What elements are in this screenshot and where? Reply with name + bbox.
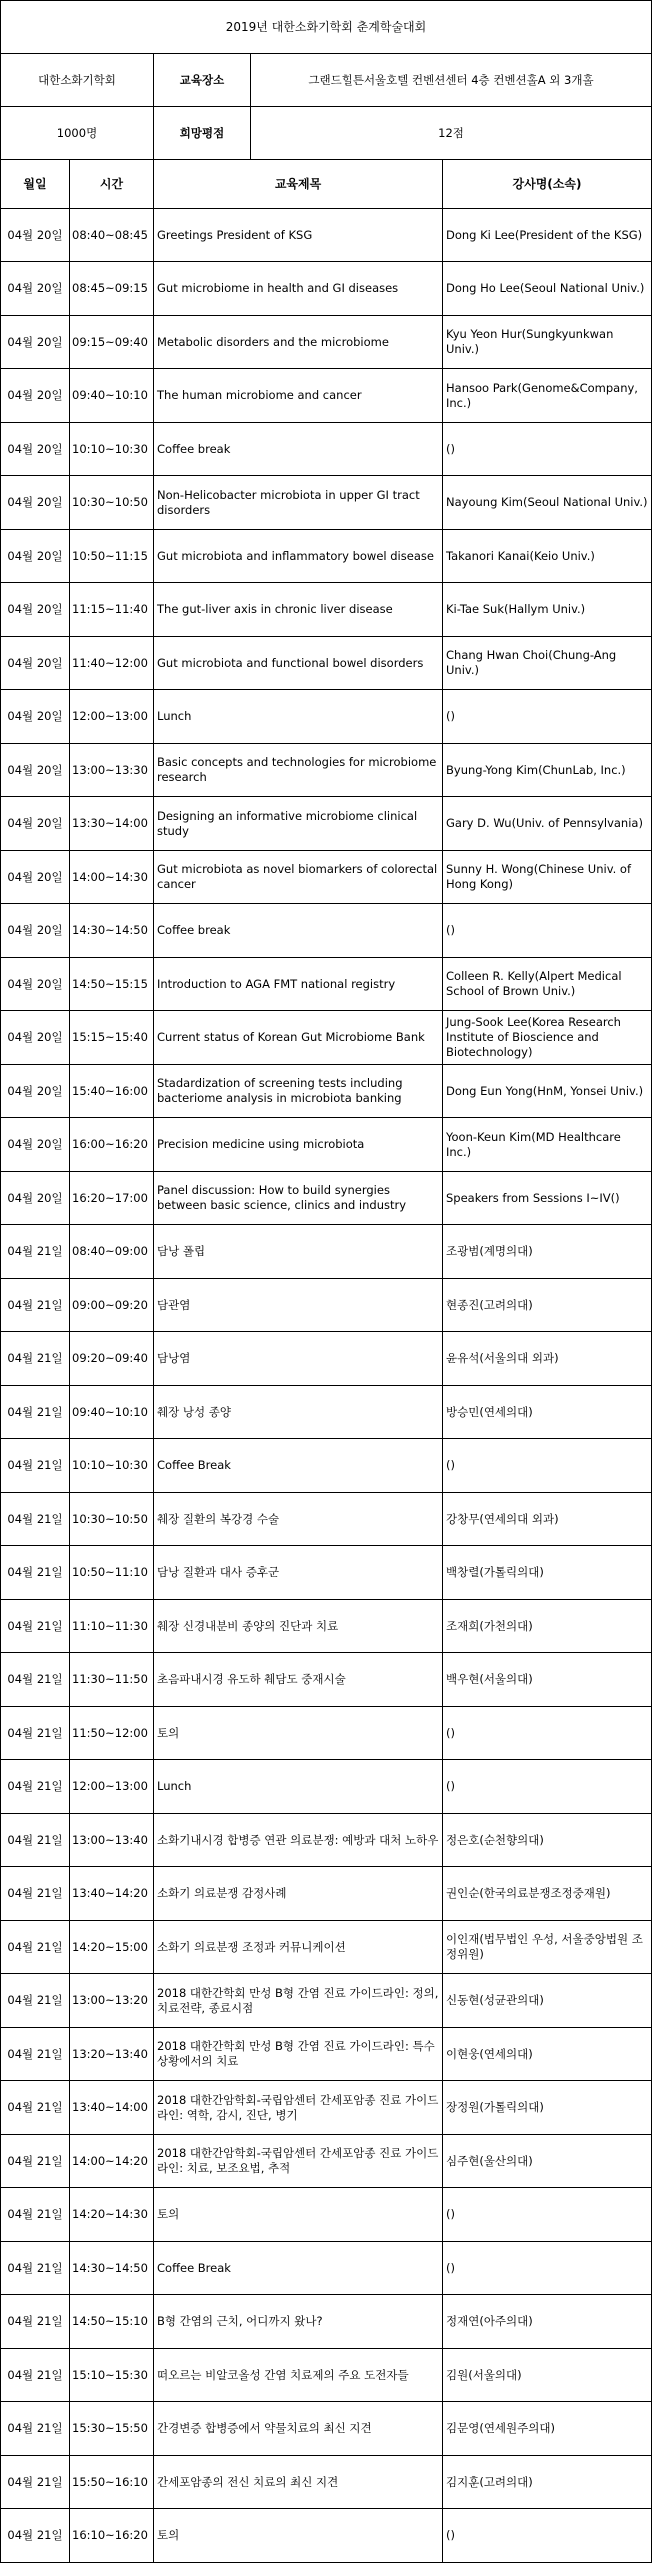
session-title: Coffee break bbox=[154, 423, 443, 475]
session-date: 04월 21일 bbox=[1, 1386, 70, 1438]
session-date: 04월 21일 bbox=[1, 1600, 70, 1652]
session-date: 04월 21일 bbox=[1, 1225, 70, 1278]
session-title: 토의 bbox=[154, 1707, 443, 1759]
session-speaker: Chang Hwan Choi(Chung-Ang Univ.) bbox=[443, 637, 652, 689]
session-date: 04월 21일 bbox=[1, 1653, 70, 1706]
session-title: 토의 bbox=[154, 2509, 443, 2562]
session-time: 15:30~15:50 bbox=[70, 2402, 154, 2455]
table-row bbox=[1, 1707, 652, 1760]
header-speaker: 강사명(소속) bbox=[443, 160, 652, 208]
table-row bbox=[1, 1172, 652, 1225]
venue-row bbox=[1, 54, 652, 107]
session-time: 13:40~14:00 bbox=[70, 2081, 154, 2134]
session-title: Coffee Break bbox=[154, 2242, 443, 2294]
session-title: Gut microbiota and inflammatory bowel disease bbox=[154, 530, 443, 582]
session-title: Lunch bbox=[154, 1760, 443, 1813]
table-row bbox=[1, 1600, 652, 1653]
table-row bbox=[1, 209, 652, 262]
session-title: 2018 대한간학회 만성 B형 간염 진료 가이드라인: 특수 상황에서의 치료 bbox=[154, 2028, 443, 2080]
session-time: 16:20~17:00 bbox=[70, 1172, 154, 1224]
session-speaker: 방승민(연세의대) bbox=[443, 1386, 652, 1438]
session-speaker: Colleen R. Kelly(Alpert Medical School of Brown Univ.) bbox=[443, 958, 652, 1010]
session-time: 11:15~11:40 bbox=[70, 583, 154, 636]
society-name: 대한소화기학회 bbox=[1, 54, 154, 106]
session-time: 10:50~11:15 bbox=[70, 530, 154, 582]
session-date: 04월 21일 bbox=[1, 2028, 70, 2080]
session-time: 13:20~13:40 bbox=[70, 2028, 154, 2080]
session-speaker: 백창렬(가톨릭의대) bbox=[443, 1546, 652, 1599]
table-row bbox=[1, 2081, 652, 2135]
session-date: 04월 21일 bbox=[1, 1760, 70, 1813]
session-time: 16:00~16:20 bbox=[70, 1118, 154, 1171]
table-row bbox=[1, 1386, 652, 1439]
table-header bbox=[1, 160, 652, 209]
session-time: 09:40~10:10 bbox=[70, 369, 154, 422]
session-speaker: 권인순(한국의료분쟁조정중재원) bbox=[443, 1867, 652, 1920]
session-speaker: Kyu Yeon Hur(Sungkyunkwan Univ.) bbox=[443, 316, 652, 368]
session-title: Gut microbiome in health and GI diseases bbox=[154, 262, 443, 315]
session-date: 04월 21일 bbox=[1, 2242, 70, 2294]
session-title: Introduction to AGA FMT national registry bbox=[154, 958, 443, 1010]
session-title: The gut-liver axis in chronic liver disease bbox=[154, 583, 443, 636]
session-title: 떠오르는 비알코올성 간염 치료제의 주요 도전자들 bbox=[154, 2349, 443, 2401]
title-row bbox=[1, 1, 652, 54]
venue-label: 교육장소 bbox=[154, 54, 251, 106]
table-row bbox=[1, 1546, 652, 1600]
attendee-count: 1000명 bbox=[1, 107, 154, 159]
session-title: Gut microbiota and functional bowel disorders bbox=[154, 637, 443, 689]
session-title: 초음파내시경 유도하 췌담도 중재시술 bbox=[154, 1653, 443, 1706]
session-time: 10:10~10:30 bbox=[70, 1439, 154, 1492]
session-speaker: Takanori Kanai(Keio Univ.) bbox=[443, 530, 652, 582]
table-row bbox=[1, 2509, 652, 2563]
session-time: 10:30~10:50 bbox=[70, 476, 154, 529]
session-time: 11:30~11:50 bbox=[70, 1653, 154, 1706]
session-time: 08:45~09:15 bbox=[70, 262, 154, 315]
session-speaker: Nayoung Kim(Seoul National Univ.) bbox=[443, 476, 652, 529]
session-date: 04월 21일 bbox=[1, 1707, 70, 1759]
session-date: 04월 21일 bbox=[1, 2402, 70, 2455]
session-speaker: () bbox=[443, 2242, 652, 2294]
table-row bbox=[1, 1653, 652, 1707]
session-time: 14:20~15:00 bbox=[70, 1921, 154, 1973]
table-row bbox=[1, 1814, 652, 1867]
session-time: 15:10~15:30 bbox=[70, 2349, 154, 2401]
session-time: 14:30~14:50 bbox=[70, 2242, 154, 2294]
session-time: 10:50~11:10 bbox=[70, 1546, 154, 1599]
session-title: 2018 대한간암학회-국립암센터 간세포암종 진료 가이드라인: 치료, 보조요법, 추적 bbox=[154, 2135, 443, 2187]
session-date: 04월 20일 bbox=[1, 1118, 70, 1171]
session-time: 12:00~13:00 bbox=[70, 690, 154, 743]
table-row bbox=[1, 1493, 652, 1546]
session-title: Current status of Korean Gut Microbiome Bank bbox=[154, 1011, 443, 1064]
session-time: 12:00~13:00 bbox=[70, 1760, 154, 1813]
session-time: 09:20~09:40 bbox=[70, 1332, 154, 1385]
session-title: 췌장 신경내분비 종양의 진단과 치료 bbox=[154, 1600, 443, 1652]
session-date: 04월 20일 bbox=[1, 851, 70, 903]
table-row bbox=[1, 316, 652, 369]
session-time: 15:40~16:00 bbox=[70, 1065, 154, 1117]
table-row bbox=[1, 1011, 652, 1065]
session-speaker: 김원(서울의대) bbox=[443, 2349, 652, 2401]
session-date: 04월 21일 bbox=[1, 2456, 70, 2508]
rating-value: 12점 bbox=[251, 107, 652, 159]
session-time: 13:00~13:40 bbox=[70, 1814, 154, 1866]
session-speaker: 이인재(법무법인 우성, 서울중앙법원 조정위원) bbox=[443, 1921, 652, 1973]
session-title: The human microbiome and cancer bbox=[154, 369, 443, 422]
header-time: 시간 bbox=[70, 160, 154, 208]
session-date: 04월 21일 bbox=[1, 1279, 70, 1331]
session-title: 토의 bbox=[154, 2188, 443, 2241]
session-title: 소화기 의료분쟁 감정사례 bbox=[154, 1867, 443, 1920]
session-table-body bbox=[1, 209, 652, 2563]
session-speaker: 윤유석(서울의대 외과) bbox=[443, 1332, 652, 1385]
session-title: Non-Helicobacter microbiota in upper GI tract disorders bbox=[154, 476, 443, 529]
session-title: 간경변증 합병증에서 약물치료의 최신 지견 bbox=[154, 2402, 443, 2455]
session-speaker: () bbox=[443, 2188, 652, 2241]
session-speaker: 조재희(가천의대) bbox=[443, 1600, 652, 1652]
session-title: 담낭염 bbox=[154, 1332, 443, 1385]
session-title: Coffee Break bbox=[154, 1439, 443, 1492]
session-speaker: () bbox=[443, 2509, 652, 2562]
session-title: 담낭 폴립 bbox=[154, 1225, 443, 1278]
session-speaker: Dong Eun Yong(HnM, Yonsei Univ.) bbox=[443, 1065, 652, 1117]
session-date: 04월 20일 bbox=[1, 530, 70, 582]
session-date: 04월 21일 bbox=[1, 1439, 70, 1492]
session-date: 04월 21일 bbox=[1, 1332, 70, 1385]
session-time: 16:10~16:20 bbox=[70, 2509, 154, 2562]
page-title: 2019년 대한소화기학회 춘계학술대회 bbox=[1, 1, 652, 53]
table-row bbox=[1, 958, 652, 1011]
session-date: 04월 21일 bbox=[1, 1493, 70, 1545]
session-speaker: () bbox=[443, 1760, 652, 1813]
session-date: 04월 20일 bbox=[1, 637, 70, 689]
header-date: 월일 bbox=[1, 160, 70, 208]
session-speaker: 강창무(연세의대 외과) bbox=[443, 1493, 652, 1545]
session-date: 04월 20일 bbox=[1, 690, 70, 743]
table-row bbox=[1, 1867, 652, 1921]
session-time: 09:00~09:20 bbox=[70, 1279, 154, 1331]
session-time: 14:00~14:30 bbox=[70, 851, 154, 903]
session-date: 04월 21일 bbox=[1, 1867, 70, 1920]
session-speaker: Yoon-Keun Kim(MD Healthcare Inc.) bbox=[443, 1118, 652, 1171]
session-speaker: 정은호(순천향의대) bbox=[443, 1814, 652, 1866]
session-speaker: Dong Ki Lee(President of the KSG) bbox=[443, 209, 652, 261]
session-time: 11:40~12:00 bbox=[70, 637, 154, 689]
session-speaker: Gary D. Wu(Univ. of Pennsylvania) bbox=[443, 797, 652, 850]
session-time: 14:20~14:30 bbox=[70, 2188, 154, 2241]
session-time: 08:40~08:45 bbox=[70, 209, 154, 261]
venue-value: 그랜드힐튼서울호텔 컨벤션센터 4층 컨벤션홀A 외 3개홀 bbox=[251, 54, 652, 106]
session-date: 04월 20일 bbox=[1, 476, 70, 529]
table-row bbox=[1, 2242, 652, 2295]
session-time: 13:00~13:20 bbox=[70, 1974, 154, 2027]
session-title: 2018 대한간암학회-국립암센터 간세포암종 진료 가이드라인: 역학, 감시, 진단, 병기 bbox=[154, 2081, 443, 2134]
session-time: 13:00~13:30 bbox=[70, 744, 154, 796]
session-speaker: Byung-Yong Kim(ChunLab, Inc.) bbox=[443, 744, 652, 796]
session-time: 15:50~16:10 bbox=[70, 2456, 154, 2508]
session-speaker: Jung-Sook Lee(Korea Research Institute of Bioscience and Biotechnology) bbox=[443, 1011, 652, 1064]
table-row bbox=[1, 2188, 652, 2242]
table-row bbox=[1, 1332, 652, 1386]
session-title: 담관염 bbox=[154, 1279, 443, 1331]
session-date: 04월 20일 bbox=[1, 744, 70, 796]
session-speaker: 김지훈(고려의대) bbox=[443, 2456, 652, 2508]
session-title: Stadardization of screening tests including bacteriome analysis in microbiota banking bbox=[154, 1065, 443, 1117]
session-speaker: 백우현(서울의대) bbox=[443, 1653, 652, 1706]
session-date: 04월 21일 bbox=[1, 2349, 70, 2401]
session-title: Coffee break bbox=[154, 904, 443, 957]
table-row bbox=[1, 369, 652, 423]
session-date: 04월 20일 bbox=[1, 583, 70, 636]
session-date: 04월 21일 bbox=[1, 2188, 70, 2241]
table-row bbox=[1, 2295, 652, 2349]
session-speaker: Ki-Tae Suk(Hallym Univ.) bbox=[443, 583, 652, 636]
table-row bbox=[1, 1279, 652, 1332]
session-title: Lunch bbox=[154, 690, 443, 743]
session-speaker: Dong Ho Lee(Seoul National Univ.) bbox=[443, 262, 652, 315]
session-speaker: Hansoo Park(Genome&Company, Inc.) bbox=[443, 369, 652, 422]
table-row bbox=[1, 2028, 652, 2081]
session-title: 2018 대한간학회 만성 B형 간염 진료 가이드라인: 정의, 치료전략, 종료시점 bbox=[154, 1974, 443, 2027]
table-row bbox=[1, 583, 652, 637]
session-date: 04월 21일 bbox=[1, 2081, 70, 2134]
session-speaker: 신동현(성균관의대) bbox=[443, 1974, 652, 2027]
session-date: 04월 20일 bbox=[1, 904, 70, 957]
session-date: 04월 20일 bbox=[1, 316, 70, 368]
table-row bbox=[1, 2402, 652, 2456]
session-title: 간세포암종의 전신 치료의 최신 지견 bbox=[154, 2456, 443, 2508]
session-time: 09:15~09:40 bbox=[70, 316, 154, 368]
table-row bbox=[1, 262, 652, 316]
table-row bbox=[1, 1974, 652, 2028]
table-row bbox=[1, 1118, 652, 1172]
session-date: 04월 21일 bbox=[1, 1921, 70, 1973]
session-title: B형 간염의 근치, 어디까지 왔나? bbox=[154, 2295, 443, 2348]
session-date: 04월 21일 bbox=[1, 1546, 70, 1599]
table-row bbox=[1, 423, 652, 476]
table-row bbox=[1, 1065, 652, 1118]
session-date: 04월 20일 bbox=[1, 369, 70, 422]
session-date: 04월 21일 bbox=[1, 1974, 70, 2027]
session-time: 10:10~10:30 bbox=[70, 423, 154, 475]
session-date: 04월 21일 bbox=[1, 1814, 70, 1866]
session-speaker: 정재연(아주의대) bbox=[443, 2295, 652, 2348]
session-time: 15:15~15:40 bbox=[70, 1011, 154, 1064]
session-title: 담낭 질환과 대사 증후군 bbox=[154, 1546, 443, 1599]
session-title: Greetings President of KSG bbox=[154, 209, 443, 261]
session-speaker: () bbox=[443, 1707, 652, 1759]
stats-row bbox=[1, 107, 652, 160]
session-title: 췌장 질환의 복강경 수술 bbox=[154, 1493, 443, 1545]
session-time: 09:40~10:10 bbox=[70, 1386, 154, 1438]
session-speaker: 심주현(울산의대) bbox=[443, 2135, 652, 2187]
table-row bbox=[1, 530, 652, 583]
session-date: 04월 20일 bbox=[1, 262, 70, 315]
session-time: 14:00~14:20 bbox=[70, 2135, 154, 2187]
session-title: 소화기내시경 합병증 연관 의료분쟁: 예방과 대처 노하우 bbox=[154, 1814, 443, 1866]
session-date: 04월 20일 bbox=[1, 1011, 70, 1064]
rating-label: 희망평점 bbox=[154, 107, 251, 159]
session-date: 04월 20일 bbox=[1, 1172, 70, 1224]
session-speaker: () bbox=[443, 904, 652, 957]
session-speaker: Sunny H. Wong(Chinese Univ. of Hong Kong) bbox=[443, 851, 652, 903]
session-speaker: () bbox=[443, 1439, 652, 1492]
session-title: Panel discussion: How to build synergies between basic science, clinics and industry bbox=[154, 1172, 443, 1224]
session-speaker: 장정원(가톨릭의대) bbox=[443, 2081, 652, 2134]
session-title: 소화기 의료분쟁 조정과 커뮤니케이션 bbox=[154, 1921, 443, 1973]
table-row bbox=[1, 851, 652, 904]
session-speaker: 조광범(계명의대) bbox=[443, 1225, 652, 1278]
table-row bbox=[1, 1760, 652, 1814]
session-title: Basic concepts and technologies for microbiome research bbox=[154, 744, 443, 796]
session-time: 13:30~14:00 bbox=[70, 797, 154, 850]
table-row bbox=[1, 797, 652, 851]
table-row bbox=[1, 2456, 652, 2509]
table-row bbox=[1, 2135, 652, 2188]
table-row bbox=[1, 690, 652, 744]
session-date: 04월 20일 bbox=[1, 797, 70, 850]
session-time: 10:30~10:50 bbox=[70, 1493, 154, 1545]
session-time: 08:40~09:00 bbox=[70, 1225, 154, 1278]
session-date: 04월 21일 bbox=[1, 2509, 70, 2562]
session-date: 04월 21일 bbox=[1, 2295, 70, 2348]
session-time: 14:50~15:15 bbox=[70, 958, 154, 1010]
table-row bbox=[1, 637, 652, 690]
session-title: 췌장 낭성 종양 bbox=[154, 1386, 443, 1438]
table-row bbox=[1, 744, 652, 797]
table-row bbox=[1, 1439, 652, 1493]
session-speaker: 김문영(연세원주의대) bbox=[443, 2402, 652, 2455]
session-date: 04월 20일 bbox=[1, 1065, 70, 1117]
session-time: 13:40~14:20 bbox=[70, 1867, 154, 1920]
session-speaker: 현종진(고려의대) bbox=[443, 1279, 652, 1331]
session-time: 11:10~11:30 bbox=[70, 1600, 154, 1652]
session-time: 14:50~15:10 bbox=[70, 2295, 154, 2348]
session-speaker: Speakers from Sessions I~IV() bbox=[443, 1172, 652, 1224]
session-speaker: 이현웅(연세의대) bbox=[443, 2028, 652, 2080]
table-row bbox=[1, 904, 652, 958]
table-row bbox=[1, 2349, 652, 2402]
session-date: 04월 20일 bbox=[1, 423, 70, 475]
session-date: 04월 20일 bbox=[1, 958, 70, 1010]
session-time: 11:50~12:00 bbox=[70, 1707, 154, 1759]
table-row bbox=[1, 1225, 652, 1279]
session-title: Metabolic disorders and the microbiome bbox=[154, 316, 443, 368]
session-speaker: () bbox=[443, 423, 652, 475]
session-title: Gut microbiota as novel biomarkers of colorectal cancer bbox=[154, 851, 443, 903]
session-date: 04월 20일 bbox=[1, 209, 70, 261]
session-speaker: () bbox=[443, 690, 652, 743]
table-row bbox=[1, 1921, 652, 1974]
session-title: Precision medicine using microbiota bbox=[154, 1118, 443, 1171]
header-title: 교육제목 bbox=[154, 160, 443, 208]
session-time: 14:30~14:50 bbox=[70, 904, 154, 957]
session-title: Designing an informative microbiome clinical study bbox=[154, 797, 443, 850]
table-row bbox=[1, 476, 652, 530]
session-date: 04월 21일 bbox=[1, 2135, 70, 2187]
